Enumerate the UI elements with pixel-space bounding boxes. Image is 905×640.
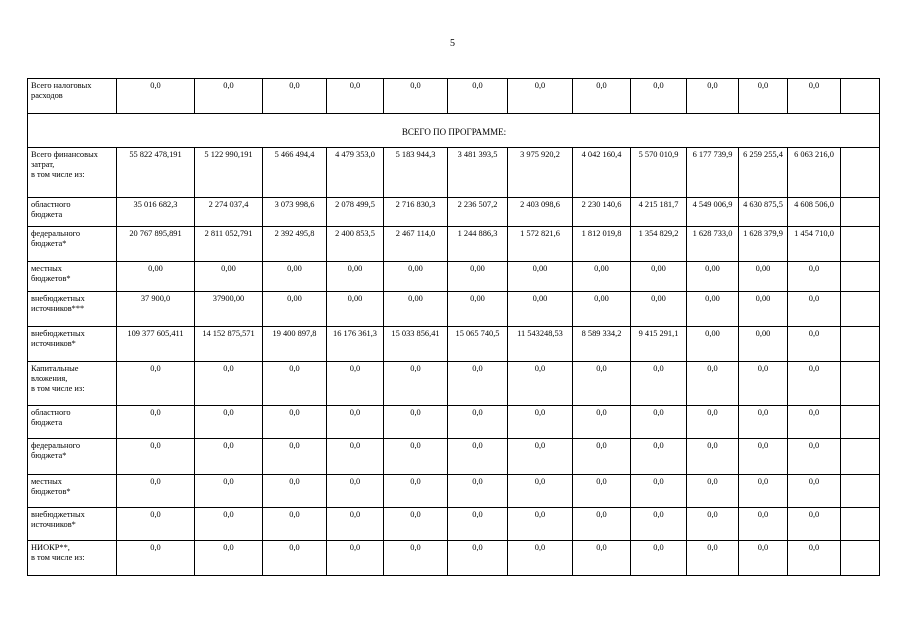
table-cell: 0,0 (631, 508, 687, 541)
table-cell: 11 543248,53 (508, 327, 573, 362)
table-cell: 5 122 990,191 (195, 148, 263, 198)
row-label: внебюджетных источников*** (28, 292, 117, 327)
table-cell: 0,0 (739, 541, 788, 576)
table-cell: 0,0 (327, 406, 384, 439)
table-cell: 0,0 (384, 439, 448, 475)
table-cell: 1 354 829,2 (631, 227, 687, 262)
table-cell: 6 177 739,9 (687, 148, 739, 198)
table-cell: 0,0 (195, 79, 263, 114)
table-cell: 0,0 (573, 475, 631, 508)
table-cell: 0,0 (788, 508, 841, 541)
table-cell: 4 630 875,5 (739, 198, 788, 227)
table-cell: 0,0 (687, 439, 739, 475)
table-cell: 0,0 (263, 541, 327, 576)
table-cell: 0,0 (739, 439, 788, 475)
table-cell: 0,0 (788, 79, 841, 114)
row-label: областного бюджета (28, 198, 117, 227)
table-cell: 0,0 (631, 362, 687, 406)
table-cell (841, 508, 880, 541)
table-cell: 0,0 (117, 541, 195, 576)
table-cell: 0,00 (448, 262, 508, 292)
table-cell: 0,0 (263, 79, 327, 114)
table-cell: 2 230 140,6 (573, 198, 631, 227)
table-cell: 0,0 (687, 79, 739, 114)
table-cell: 0,00 (508, 262, 573, 292)
table-cell: 0,00 (631, 292, 687, 327)
table-cell: 0,00 (263, 292, 327, 327)
table-cell: 0,0 (573, 541, 631, 576)
table-cell: 15 033 856,41 (384, 327, 448, 362)
table-row (28, 198, 880, 227)
table-cell: 6 259 255,4 (739, 148, 788, 198)
row-label: Всего налоговых расходов (28, 79, 117, 114)
table-cell: 0,0 (448, 475, 508, 508)
table-cell: 3 073 998,6 (263, 198, 327, 227)
table-cell: 6 063 216,0 (788, 148, 841, 198)
table-cell: 0,00 (117, 262, 195, 292)
table-cell: 0,00 (448, 292, 508, 327)
table-cell: 0,00 (687, 262, 739, 292)
table-cell: 35 016 682,3 (117, 198, 195, 227)
table-cell: 0,0 (448, 439, 508, 475)
table-cell: 1 628 379,9 (739, 227, 788, 262)
table-cell: 37900,00 (195, 292, 263, 327)
table-cell: 0,0 (263, 439, 327, 475)
table-cell: 0,0 (687, 508, 739, 541)
table-cell: 0,0 (448, 541, 508, 576)
table-cell: 0,0 (687, 406, 739, 439)
row-label: Капитальные вложения, в том числе из: (28, 362, 117, 406)
row-label: местных бюджетов* (28, 262, 117, 292)
table-cell: 2 392 495,8 (263, 227, 327, 262)
table-cell: 55 822 478,191 (117, 148, 195, 198)
table-cell: 0,0 (739, 475, 788, 508)
table-cell: 0,0 (631, 79, 687, 114)
table-cell: 1 572 821,6 (508, 227, 573, 262)
program-budget-table (27, 78, 880, 576)
row-label: внебюджетных источников* (28, 327, 117, 362)
table-cell: 0,0 (508, 541, 573, 576)
table-cell: 0,0 (508, 508, 573, 541)
table-cell: 0,00 (327, 292, 384, 327)
table-cell: 0,00 (195, 262, 263, 292)
table-cell: 0,0 (508, 475, 573, 508)
table-cell: 0,0 (631, 439, 687, 475)
table-cell: 0,0 (448, 362, 508, 406)
table-cell: 0,0 (263, 475, 327, 508)
table-cell: 4 608 506,0 (788, 198, 841, 227)
table-cell: 0,0 (263, 406, 327, 439)
table-cell: 2 236 507,2 (448, 198, 508, 227)
table-cell: 0,0 (573, 406, 631, 439)
table-cell: 0,0 (687, 362, 739, 406)
table-cell: 16 176 361,3 (327, 327, 384, 362)
table-cell: 0,0 (263, 508, 327, 541)
table-cell (841, 541, 880, 576)
section-row (28, 114, 880, 148)
table-cell (841, 198, 880, 227)
table-cell: 0,0 (573, 439, 631, 475)
table-cell: 0,0 (631, 406, 687, 439)
table-cell: 0,0 (384, 508, 448, 541)
table-cell: 0,0 (195, 508, 263, 541)
table-cell (841, 439, 880, 475)
table-cell: 37 900,0 (117, 292, 195, 327)
table-cell: 4 479 353,0 (327, 148, 384, 198)
table-cell: 2 274 037,4 (195, 198, 263, 227)
table-row (28, 148, 880, 198)
table-cell: 3 481 393,5 (448, 148, 508, 198)
table-cell (841, 362, 880, 406)
table-cell: 0,0 (508, 362, 573, 406)
table-cell: 1 628 733,0 (687, 227, 739, 262)
table-cell: 5 466 494,4 (263, 148, 327, 198)
table-cell: 0,0 (263, 362, 327, 406)
table-cell: 0,0 (788, 362, 841, 406)
table-cell: 0,0 (788, 292, 841, 327)
table-cell: 0,0 (327, 541, 384, 576)
table-cell: 0,0 (573, 79, 631, 114)
section-header: ВСЕГО ПО ПРОГРАММЕ: (28, 114, 880, 148)
table-cell: 0,0 (631, 541, 687, 576)
table-cell: 5 570 010,9 (631, 148, 687, 198)
table-cell: 2 811 052,791 (195, 227, 263, 262)
table-cell: 0,0 (739, 79, 788, 114)
table-cell: 0,00 (573, 262, 631, 292)
table-cell: 0,0 (788, 475, 841, 508)
table-cell: 0,0 (327, 79, 384, 114)
table-cell: 0,0 (117, 508, 195, 541)
table-cell (841, 262, 880, 292)
table-row (28, 508, 880, 541)
table-cell: 0,0 (384, 79, 448, 114)
table-cell: 0,0 (788, 406, 841, 439)
table-cell: 0,00 (631, 262, 687, 292)
row-label: Всего финансовых затрат, в том числе из: (28, 148, 117, 198)
table-row (28, 79, 880, 114)
table-cell: 0,0 (117, 439, 195, 475)
table-cell: 2 467 114,0 (384, 227, 448, 262)
table-cell: 0,0 (384, 406, 448, 439)
table-cell: 0,00 (384, 292, 448, 327)
table-cell (841, 227, 880, 262)
table-cell: 19 400 897,8 (263, 327, 327, 362)
table-cell: 1 244 886,3 (448, 227, 508, 262)
table-cell: 0,0 (117, 475, 195, 508)
table-cell: 0,0 (788, 327, 841, 362)
table-cell: 0,0 (117, 406, 195, 439)
table-cell: 2 403 098,6 (508, 198, 573, 227)
table-cell: 0,0 (384, 475, 448, 508)
row-label: федерального бюджета* (28, 227, 117, 262)
table-cell: 0,00 (739, 327, 788, 362)
table-cell: 0,0 (739, 406, 788, 439)
table-cell: 0,0 (508, 439, 573, 475)
table-cell: 0,0 (788, 439, 841, 475)
table-cell: 0,0 (631, 475, 687, 508)
table-cell: 0,00 (687, 292, 739, 327)
table-cell: 0,0 (117, 362, 195, 406)
table-cell: 0,0 (327, 508, 384, 541)
table-cell: 15 065 740,5 (448, 327, 508, 362)
table-cell: 0,0 (327, 475, 384, 508)
table-cell: 0,0 (327, 439, 384, 475)
table-cell: 0,0 (573, 362, 631, 406)
table-cell: 0,00 (384, 262, 448, 292)
table-cell: 0,0 (384, 362, 448, 406)
table-cell: 0,0 (448, 79, 508, 114)
table-cell: 4 549 006,9 (687, 198, 739, 227)
table-cell: 0,00 (327, 262, 384, 292)
table-cell (841, 148, 880, 198)
row-label: областного бюджета (28, 406, 117, 439)
table-cell: 0,0 (195, 475, 263, 508)
table-cell: 0,0 (327, 362, 384, 406)
table-cell: 9 415 291,1 (631, 327, 687, 362)
table-row (28, 541, 880, 576)
table-cell: 0,00 (573, 292, 631, 327)
table-cell: 2 078 499,5 (327, 198, 384, 227)
table-cell (841, 327, 880, 362)
table-cell: 4 215 181,7 (631, 198, 687, 227)
row-label: НИОКР**, в том числе из: (28, 541, 117, 576)
table-row (28, 227, 880, 262)
table-cell: 0,0 (508, 406, 573, 439)
table-cell: 0,00 (687, 327, 739, 362)
table-row (28, 406, 880, 439)
table-cell: 0,0 (448, 406, 508, 439)
table-cell (841, 406, 880, 439)
table-cell: 0,0 (195, 406, 263, 439)
table-cell: 8 589 334,2 (573, 327, 631, 362)
table-cell: 3 975 920,2 (508, 148, 573, 198)
table-row (28, 327, 880, 362)
table-cell: 2 716 830,3 (384, 198, 448, 227)
table-cell: 0,0 (788, 541, 841, 576)
table-row (28, 292, 880, 327)
table-row (28, 439, 880, 475)
table-cell: 0,0 (195, 541, 263, 576)
table-cell: 0,0 (195, 439, 263, 475)
table-cell: 109 377 605,411 (117, 327, 195, 362)
row-label: внебюджетных источников* (28, 508, 117, 541)
table-cell: 0,0 (687, 541, 739, 576)
table-cell: 0,0 (448, 508, 508, 541)
row-label: федерального бюджета* (28, 439, 117, 475)
table-row (28, 475, 880, 508)
table-cell (841, 79, 880, 114)
table-cell: 0,0 (117, 79, 195, 114)
table-cell (841, 292, 880, 327)
table-row (28, 362, 880, 406)
table-row (28, 262, 880, 292)
table-cell: 0,0 (739, 362, 788, 406)
table-cell: 1 812 019,8 (573, 227, 631, 262)
table-cell: 4 042 160,4 (573, 148, 631, 198)
table-cell: 0,00 (739, 262, 788, 292)
table-cell: 5 183 944,3 (384, 148, 448, 198)
table-cell: 0,0 (687, 475, 739, 508)
table-cell: 2 400 853,5 (327, 227, 384, 262)
table-cell: 0,0 (384, 541, 448, 576)
table-cell: 0,00 (739, 292, 788, 327)
table-cell: 0,00 (263, 262, 327, 292)
table-cell: 20 767 895,891 (117, 227, 195, 262)
table-cell: 14 152 875,571 (195, 327, 263, 362)
table-cell: 0,0 (788, 262, 841, 292)
row-label: местных бюджетов* (28, 475, 117, 508)
table-cell (841, 475, 880, 508)
table-cell: 0,0 (195, 362, 263, 406)
table-cell: 0,0 (739, 508, 788, 541)
table-cell: 0,0 (573, 508, 631, 541)
table-cell: 0,00 (508, 292, 573, 327)
table-cell: 0,0 (508, 79, 573, 114)
table-cell: 1 454 710,0 (788, 227, 841, 262)
page-number: 5 (450, 38, 455, 49)
